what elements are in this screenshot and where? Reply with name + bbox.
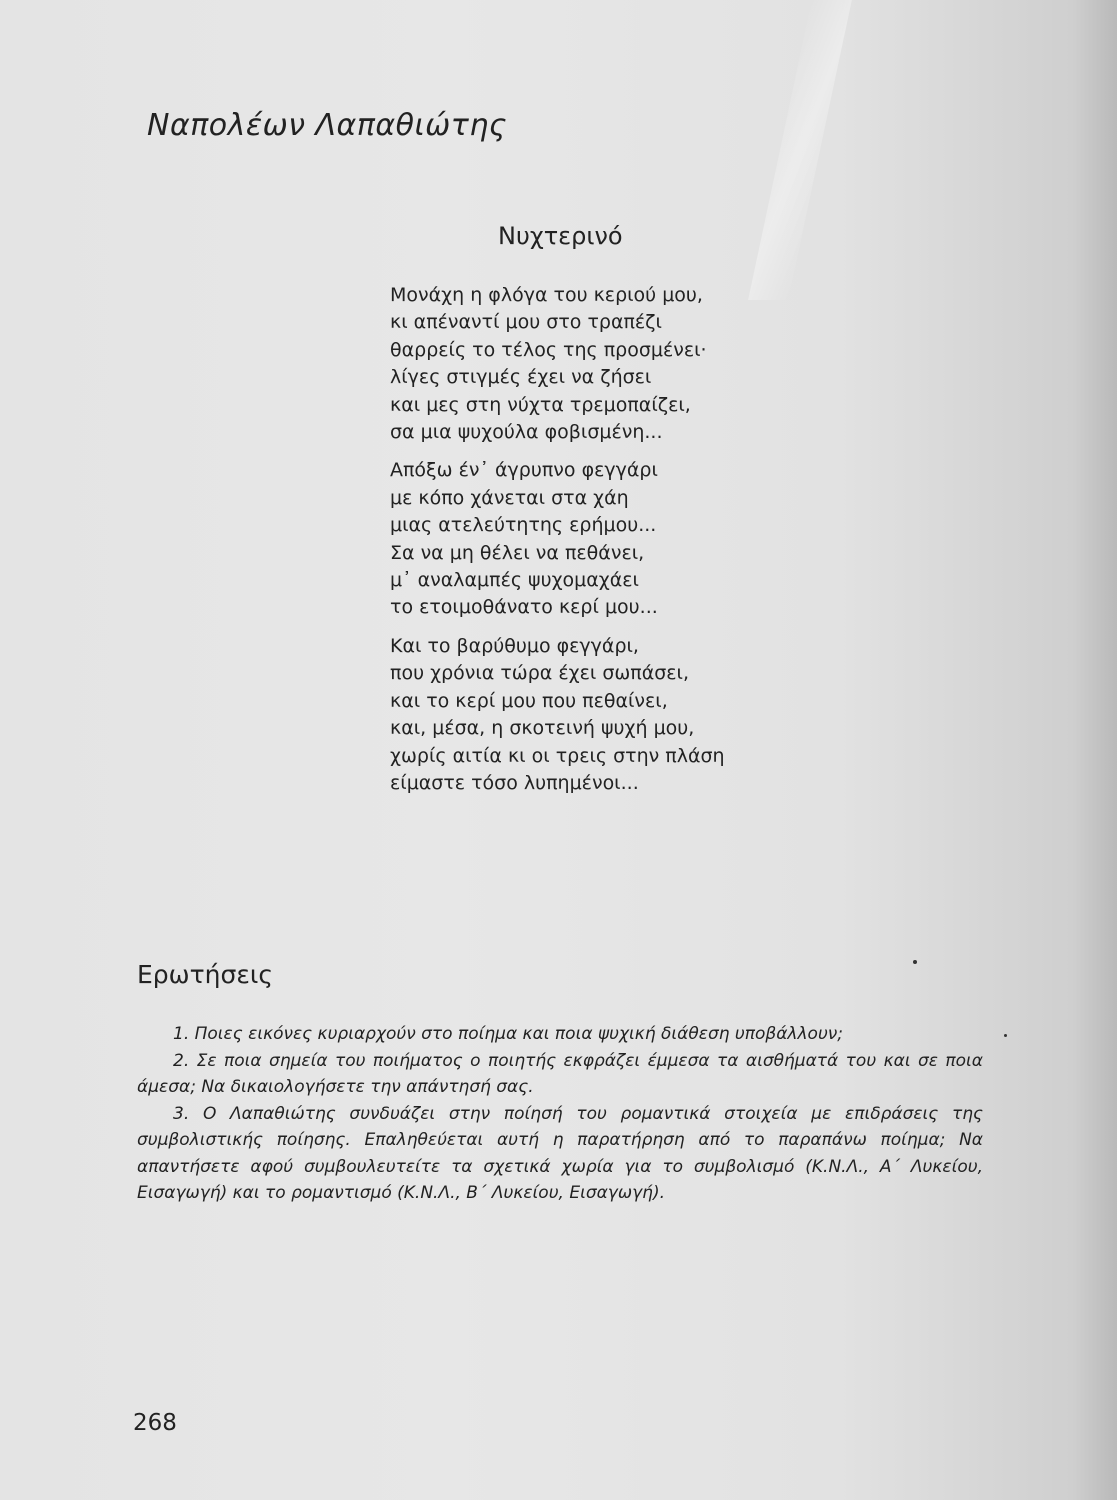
poem-line: σα μια ψυχούλα φοβισμένη... (390, 421, 663, 444)
poem-title: Νυχτερινό (498, 222, 623, 250)
poem-line: Σα να μη θέλει να πεθάνει, (390, 541, 645, 564)
poem-line: που χρόνια τώρα έχει σωπάσει, (390, 662, 690, 685)
questions-list (137, 1021, 983, 1207)
poem-line: Μονάχη η φλόγα του κεριού μου, (390, 284, 703, 306)
poem-line: χωρίς αιτία κι οι τρεις στην πλάση (390, 744, 725, 767)
questions-heading: Ερωτήσεις (137, 960, 273, 989)
poem-author: Ναπολέων Λαπαθιώτης (147, 108, 507, 143)
poem-line: το ετοιμοθάνατο κερί μου... (390, 596, 658, 619)
page-number: 268 (133, 1410, 177, 1436)
stanza-1 (390, 282, 810, 446)
question-item: 3. Ο Λαπαθιώτης συνδυάζει στην ποίησή του ρομαντικά στοιχεία με επιδράσεις της συμβολιστικής ποίησης. Επαληθεύεται αυτή η παρατήρηση από το παραπάνω ποίημα; Να απαντήσετε αφού συμβουλευτείτε τα σχετικά χωρία για το συμβολισμό (Κ.Ν.Λ., Α΄ Λυκείου, Εισαγωγή) και το ρομαντισμό (Κ.Ν.Λ., Β΄ Λυκείου, Εισαγωγή). (137, 1103, 983, 1203)
poem-body (390, 282, 810, 808)
page-crease (748, 0, 852, 300)
poem-line: και μες στη νύχτα τρεμοπαίζει, (390, 393, 691, 416)
stanza-2 (390, 457, 810, 621)
poem-line: και, μέσα, η σκοτεινή ψυχή μου, (390, 717, 695, 740)
ink-speck (1004, 1034, 1007, 1037)
stanza-3 (390, 633, 810, 797)
poem-line: και το κερί μου που πεθαίνει, (390, 689, 668, 712)
ink-speck (913, 960, 917, 964)
question-item: 1. Ποιες εικόνες κυριαρχούν στο ποίημα και ποια ψυχική διάθεση υποβάλλουν; (173, 1024, 844, 1044)
poem-line: Απόξω έν᾽ άγρυπνο φεγγάρι (390, 459, 658, 482)
poem-line: λίγες στιγμές έχει να ζήσει (390, 366, 652, 389)
poem-line: με κόπο χάνεται στα χάη (390, 486, 629, 509)
poem-line: θαρρείς το τέλος της προσμένει· (390, 338, 707, 361)
poem-line: μ᾽ αναλαμπές ψυχομαχάει (390, 569, 639, 592)
poem-line: Και το βαρύθυμο φεγγάρι, (390, 634, 639, 657)
poem-line: μιας ατελεύτητης ερήμου... (390, 514, 657, 537)
question-item: 2. Σε ποια σημεία του ποιήματος ο ποιητής εκφράζει έμμεσα τα αισθήματά του και σε ποια άμεσα; Να δικαιολογήσετε την απάντησή σας. (137, 1050, 983, 1097)
poem-line: είμαστε τόσο λυπημένοι... (390, 771, 639, 794)
poem-line: κι απέναντί μου στο τραπέζι (390, 311, 662, 334)
